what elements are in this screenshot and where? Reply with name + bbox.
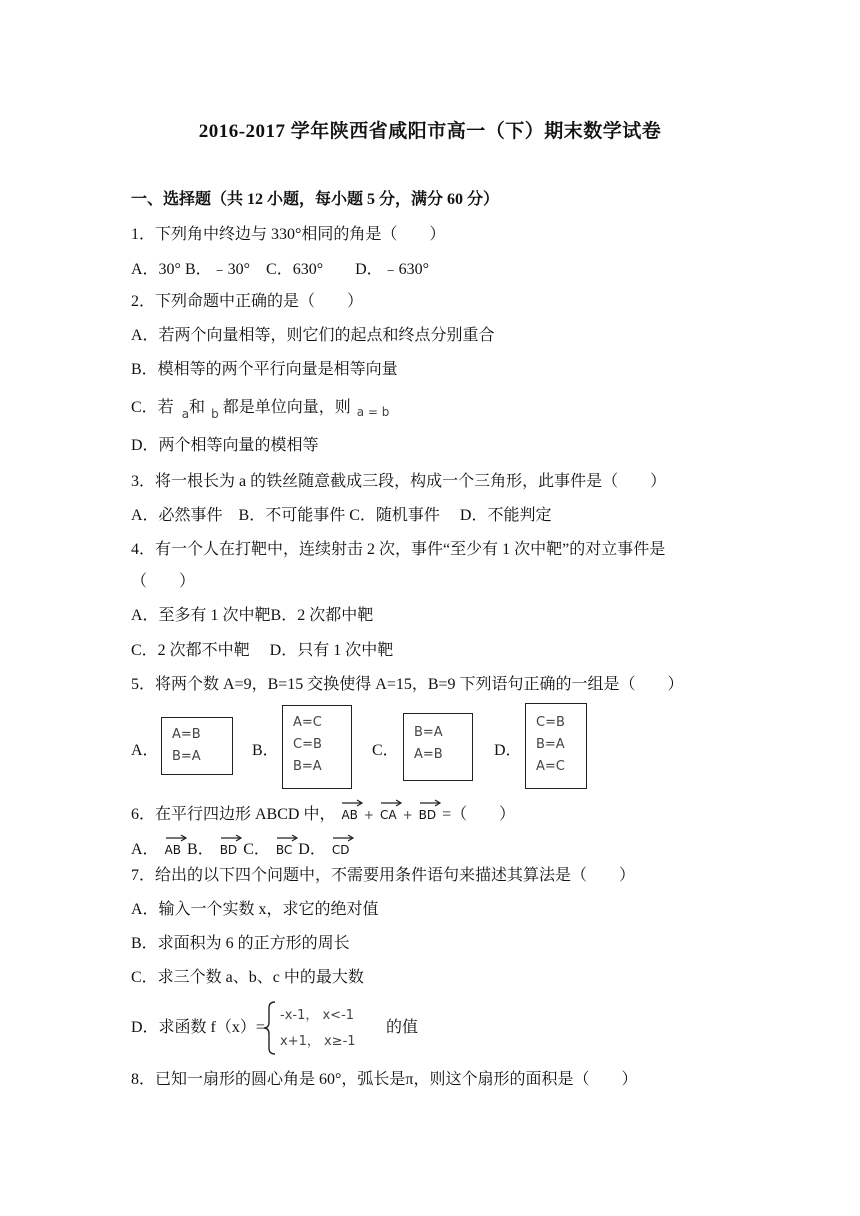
vector-cd-option [332, 834, 350, 860]
option-label-b: B． [187, 841, 214, 858]
question-5-label-b: B． [252, 742, 279, 759]
code-line: C=B [536, 715, 565, 730]
code-line: B=A [293, 759, 322, 774]
question-4-options-cd: C．2 次都不中靶 D．只有 1 次中靶 [131, 642, 394, 659]
question-7-option-b: B．求面积为 6 的正方形的周长 [131, 935, 350, 952]
vector-label: AB [164, 843, 182, 857]
question-4-paren: （ ） [131, 573, 196, 590]
question-1-stem: 1．下列角中终边与 330°相同的角是（ ） [131, 226, 446, 243]
piecewise-case-1: -x-1， x<-1 [280, 1008, 355, 1023]
plus-sign: + [363, 808, 374, 822]
piecewise-case-2: x+1， x≥-1 [280, 1034, 356, 1049]
vector-bd [419, 799, 436, 825]
vector-a-symbol: a [181, 407, 190, 421]
code-line: A=C [293, 715, 322, 730]
question-2-option-b: B．模相等的两个平行向量是相等向量 [131, 361, 398, 378]
question-4-options-ab: A．至多有 1 次中靶B．2 次都中靶 [131, 607, 374, 624]
page-title: 2016-2017 学年陕西省咸阳市高一（下）期末数学试卷 [198, 121, 662, 142]
vector-ab-option [165, 834, 181, 860]
vector-bc-option [276, 834, 292, 860]
vector-ab [341, 799, 357, 825]
option-c-middle: 都是单位向量，则 [222, 399, 351, 416]
question-2-option-c [131, 398, 390, 421]
question-5-label-c: C． [372, 742, 399, 759]
question-2-option-a: A．若两个向量相等，则它们的起点和终点分别重合 [131, 327, 495, 344]
question-5-label-d: D． [494, 742, 522, 759]
question-6-suffix: =（ ） [442, 806, 516, 823]
left-brace-icon [262, 1000, 278, 1056]
code-box-d [525, 703, 587, 789]
question-4-stem: 4．有一个人在打靶中，连续射击 2 次，事件“至少有 1 次中靶”的对立事件是 [131, 541, 666, 558]
code-line: B=A [172, 749, 201, 764]
question-7-option-a: A．输入一个实数 x，求它的绝对值 [131, 901, 379, 918]
question-3-options: A．必然事件 B．不可能事件 C．随机事件 D．不能判定 [131, 507, 552, 524]
question-1-options: A．30° B．﹣30° C．630° D．﹣630° [131, 261, 430, 278]
question-2-option-d: D．两个相等向量的模相等 [131, 437, 319, 454]
option-c-prefix: C．若 [131, 399, 174, 416]
vector-label: AB [341, 808, 358, 822]
code-box-c [403, 713, 473, 781]
question-7-option-d-suffix: 的值 [386, 1019, 419, 1036]
question-5-label-a: A． [131, 742, 159, 759]
question-7-stem: 7．给出的以下四个问题中，不需要用条件语句来描述其算法是（ ） [131, 867, 636, 884]
vector-label: BD [219, 843, 238, 857]
vector-label: CA [379, 808, 397, 822]
piecewise-function [262, 1000, 388, 1056]
code-line: C=B [293, 737, 322, 752]
code-box-a [161, 717, 233, 775]
question-2-stem: 2．下列命题中正确的是（ ） [131, 293, 364, 310]
vector-ca [380, 799, 397, 825]
option-label-c: C． [243, 841, 270, 858]
code-box-b [282, 705, 352, 789]
question-7-option-d-prefix: D．求函数 f（x）= [131, 1019, 265, 1036]
question-6-options [131, 834, 351, 860]
option-label-d: D． [298, 841, 326, 858]
vector-label: BC [275, 843, 293, 857]
section-heading: 一、选择题（共 12 小题，每小题 5 分，满分 60 分） [131, 191, 500, 208]
vector-b-symbol: b [211, 407, 219, 421]
option-label-a: A． [131, 841, 159, 858]
question-7-option-c: C．求三个数 a、b、c 中的最大数 [131, 969, 364, 986]
question-6-prefix: 6．在平行四边形 ABCD 中， [131, 806, 336, 823]
vector-label: BD [418, 808, 437, 822]
plus-sign: + [402, 808, 413, 822]
vector-label: CD [331, 843, 350, 857]
code-line: A=C [536, 759, 565, 774]
code-line: B=A [414, 725, 443, 740]
vector-equation: a = b [356, 405, 390, 419]
vector-bd-option [220, 834, 237, 860]
question-3-stem: 3．将一根长为 a 的铁丝随意截成三段，构成一个三角形，此事件是（ ） [131, 473, 667, 490]
question-8-stem: 8．已知一扇形的圆心角是 60°，弧长是π，则这个扇形的面积是（ ） [131, 1071, 638, 1088]
code-line: A=B [172, 727, 201, 742]
code-line: B=A [536, 737, 565, 752]
question-5-stem: 5．将两个数 A=9，B=15 交换使得 A=15，B=9 下列语句正确的一组是（ ） [131, 676, 684, 693]
code-line: A=B [414, 747, 443, 762]
option-c-and: 和 [189, 399, 206, 416]
question-6-stem [131, 799, 515, 825]
